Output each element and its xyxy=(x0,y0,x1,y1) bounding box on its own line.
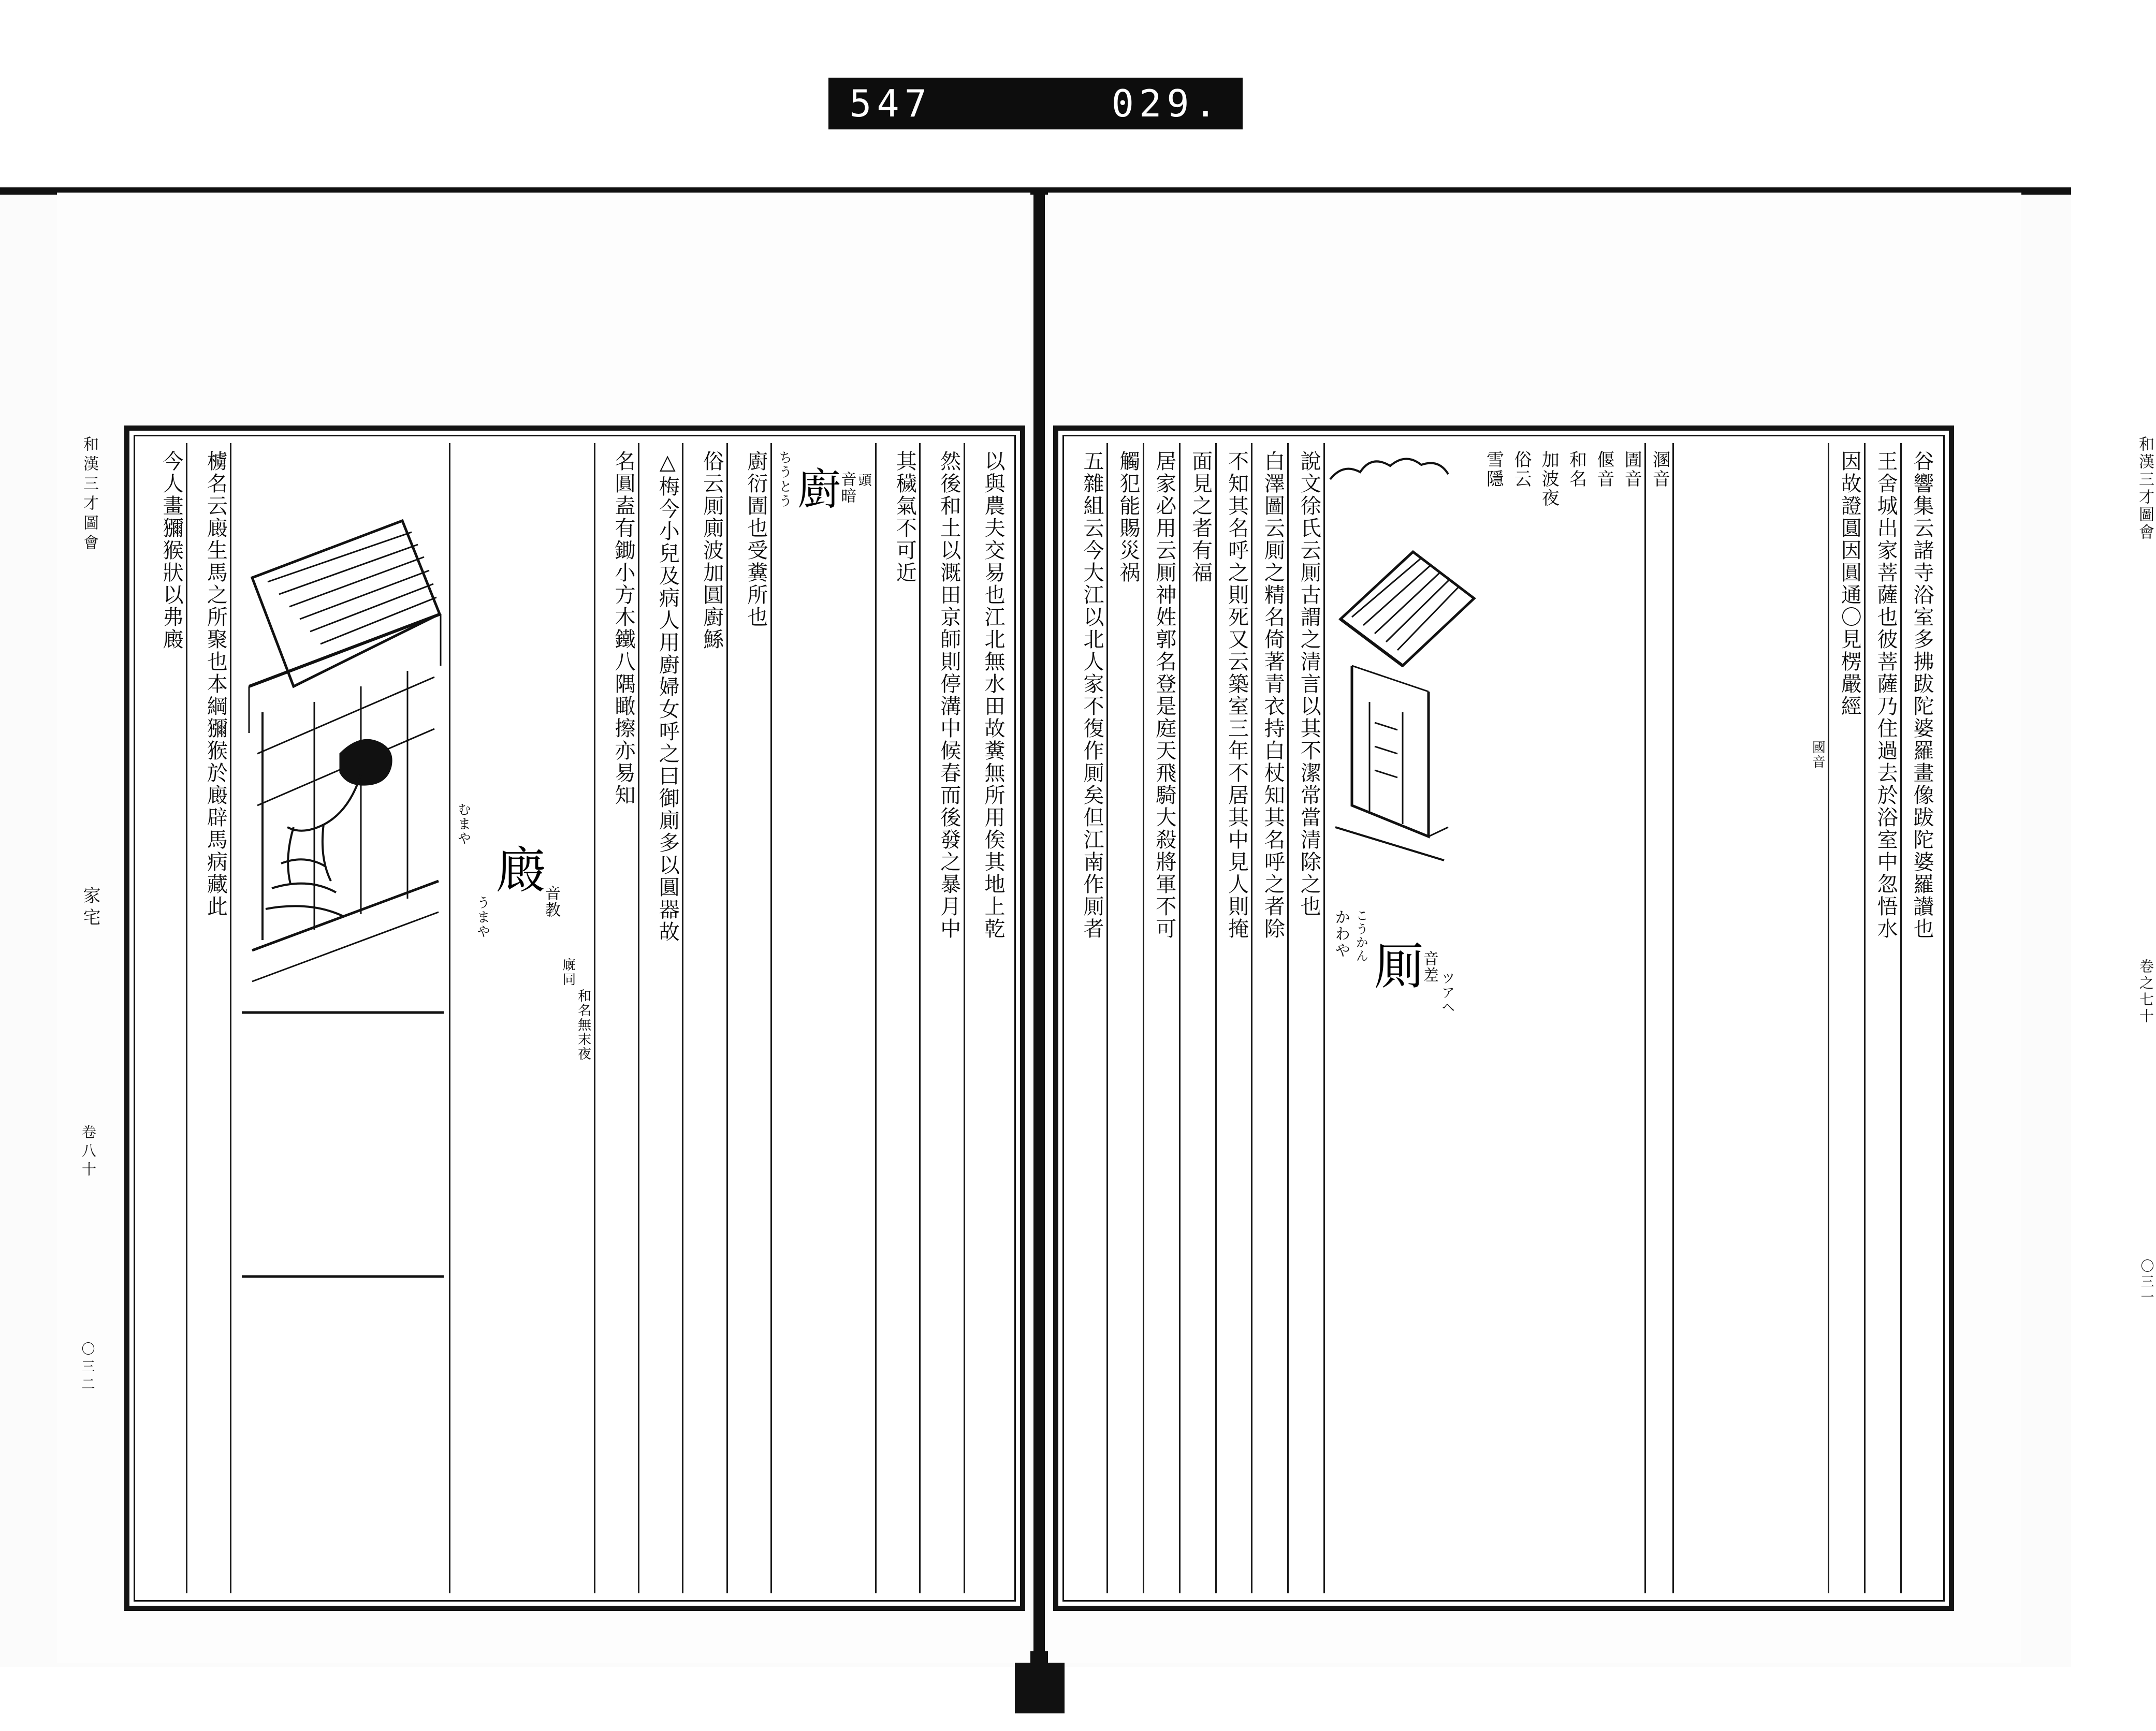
entry-umaya-sound-gloss: 音教 xyxy=(542,885,560,918)
right-col-9: 觸犯能賜災祸 xyxy=(1106,443,1143,1593)
entry-kawaya-sound-gloss: 音差 xyxy=(1420,950,1438,984)
right-col-8: 居家必用云厠神姓郭名登是庭天飛騎大殺將軍不可 xyxy=(1143,443,1179,1593)
entry-kawaya-kana: かわや xyxy=(1332,909,1350,959)
entry-umaya-kana-b: うまや xyxy=(474,896,490,939)
right-col-wamyo: 和名 xyxy=(1566,450,1587,489)
film-frame-number-right: 029. xyxy=(1111,82,1222,125)
right-col-reading-kokuon-value: 溷音 xyxy=(1644,443,1672,1593)
left-col-7: 名圓盍有鋤小方木鐵八隅瞰擦亦易知 xyxy=(594,443,638,1593)
entry-kawaya-headword: 厠 xyxy=(1366,940,1424,992)
left-page-margin-folio: 〇三二 xyxy=(79,1342,95,1395)
entry-umaya-kana-a: むまや xyxy=(455,802,471,846)
right-col-6: 不知其名呼之則死又云築室三年不居其中見人則掩 xyxy=(1215,443,1251,1593)
stable-illustration xyxy=(230,443,449,1593)
entry-umaya xyxy=(449,443,593,1593)
right-col-wamyo-value: 加波夜 xyxy=(1538,450,1560,508)
entry-kawaya-katakana-gloss: ツアヘ xyxy=(1439,971,1455,1015)
right-page xyxy=(1048,193,2154,1663)
entry-chu-sound-gloss: 音暗 xyxy=(838,471,856,504)
right-col-1: 谷響集云諸寺浴室多拂跋陀婆羅畫像跋陀婆羅讃也 xyxy=(1900,443,1936,1593)
entry-chu-headword: 廚 xyxy=(790,466,841,511)
privy-building-illustration xyxy=(1325,443,1479,909)
right-col-reading-seion-label: 圊音 xyxy=(1621,450,1642,489)
left-col-2: 然後和土以溉田京師則停溝中候春而後發之暴月中 xyxy=(919,443,963,1593)
entry-umaya-wamyo: 和名無末夜 xyxy=(575,989,591,1061)
left-col-4: 廚衍圊也受糞所也 xyxy=(726,443,770,1593)
left-page-margin-title: 和漢三才圖會 xyxy=(80,436,98,554)
entry-chu-sub-label: 頭 xyxy=(856,473,872,488)
right-col-3: 因故證圓因圓通〇見楞嚴經 xyxy=(1828,443,1864,1593)
right-col-zokumei-value: 雪隱 xyxy=(1483,450,1504,489)
right-col-reading-seion-value: 偃音 xyxy=(1593,450,1614,489)
entry-chu xyxy=(770,443,875,1593)
left-page-margin-section: 家宅 xyxy=(80,886,100,930)
left-col-6: △梅今小兒及病人用廚婦女呼之曰御廁多以圓器故 xyxy=(638,443,682,1593)
left-page xyxy=(57,193,1030,1663)
right-col-4: 說文徐氏云厠古謂之清言以其不潔常當清除之也 xyxy=(1287,443,1323,1593)
right-col-zokumei: 俗云 xyxy=(1510,450,1532,489)
entry-chu-kana: ちうとう xyxy=(776,450,792,508)
right-page-margin-folio: 〇三一 xyxy=(2138,1259,2154,1305)
left-page-columns xyxy=(142,443,1008,1593)
right-col-5: 白澤圖云厠之精名倚著青衣持白杖知其名呼之者除 xyxy=(1251,443,1287,1593)
film-frame-number-left: 547 xyxy=(849,82,933,125)
entry-umaya-headword: 廄 xyxy=(488,844,546,896)
microfilm-header-bar xyxy=(828,78,1243,129)
entry-kawaya-kana-alt: こうかん xyxy=(1353,909,1368,963)
left-col-9: 今人畫獼猴狀以弗廄 xyxy=(159,450,184,651)
right-page-frame xyxy=(1053,426,1954,1611)
right-page-margin-volume: 卷之七十 xyxy=(2137,959,2154,1025)
entry-kawaya-reading-kokuon: 國音 xyxy=(1810,740,1826,769)
right-col-7: 面見之者有福 xyxy=(1179,443,1215,1593)
right-page-columns xyxy=(1071,443,1936,1593)
left-page-frame xyxy=(124,426,1025,1611)
book-gutter xyxy=(1033,187,1045,1668)
entry-kawaya xyxy=(1672,443,1828,1593)
left-col-1: 以與農夫交易也江北無水田故糞無所用俟其地上乾 xyxy=(964,443,1008,1593)
left-page-margin-volume: 卷八十 xyxy=(80,1124,97,1180)
left-col-5: 俗云厠廁波加圓廚鯀 xyxy=(682,443,726,1593)
left-col-8: 㯭名云廄生馬之所聚也本綱獼猴於廄辟馬病藏此 xyxy=(186,443,230,1593)
right-head-and-illustration xyxy=(1323,443,1479,1593)
right-page-margin-title: 和漢三才圖會 xyxy=(2136,436,2154,541)
right-col-10: 五雜組云今大江以北人家不復作厠矣但江南作厠者 xyxy=(1080,450,1104,940)
right-col-2: 王舍城出家菩薩也彼菩薩乃住過去於浴室中忽悟水 xyxy=(1864,443,1900,1593)
entry-umaya-alt: 廐同 xyxy=(560,958,576,987)
left-col-3: 其穢氣不可近 xyxy=(875,443,919,1593)
